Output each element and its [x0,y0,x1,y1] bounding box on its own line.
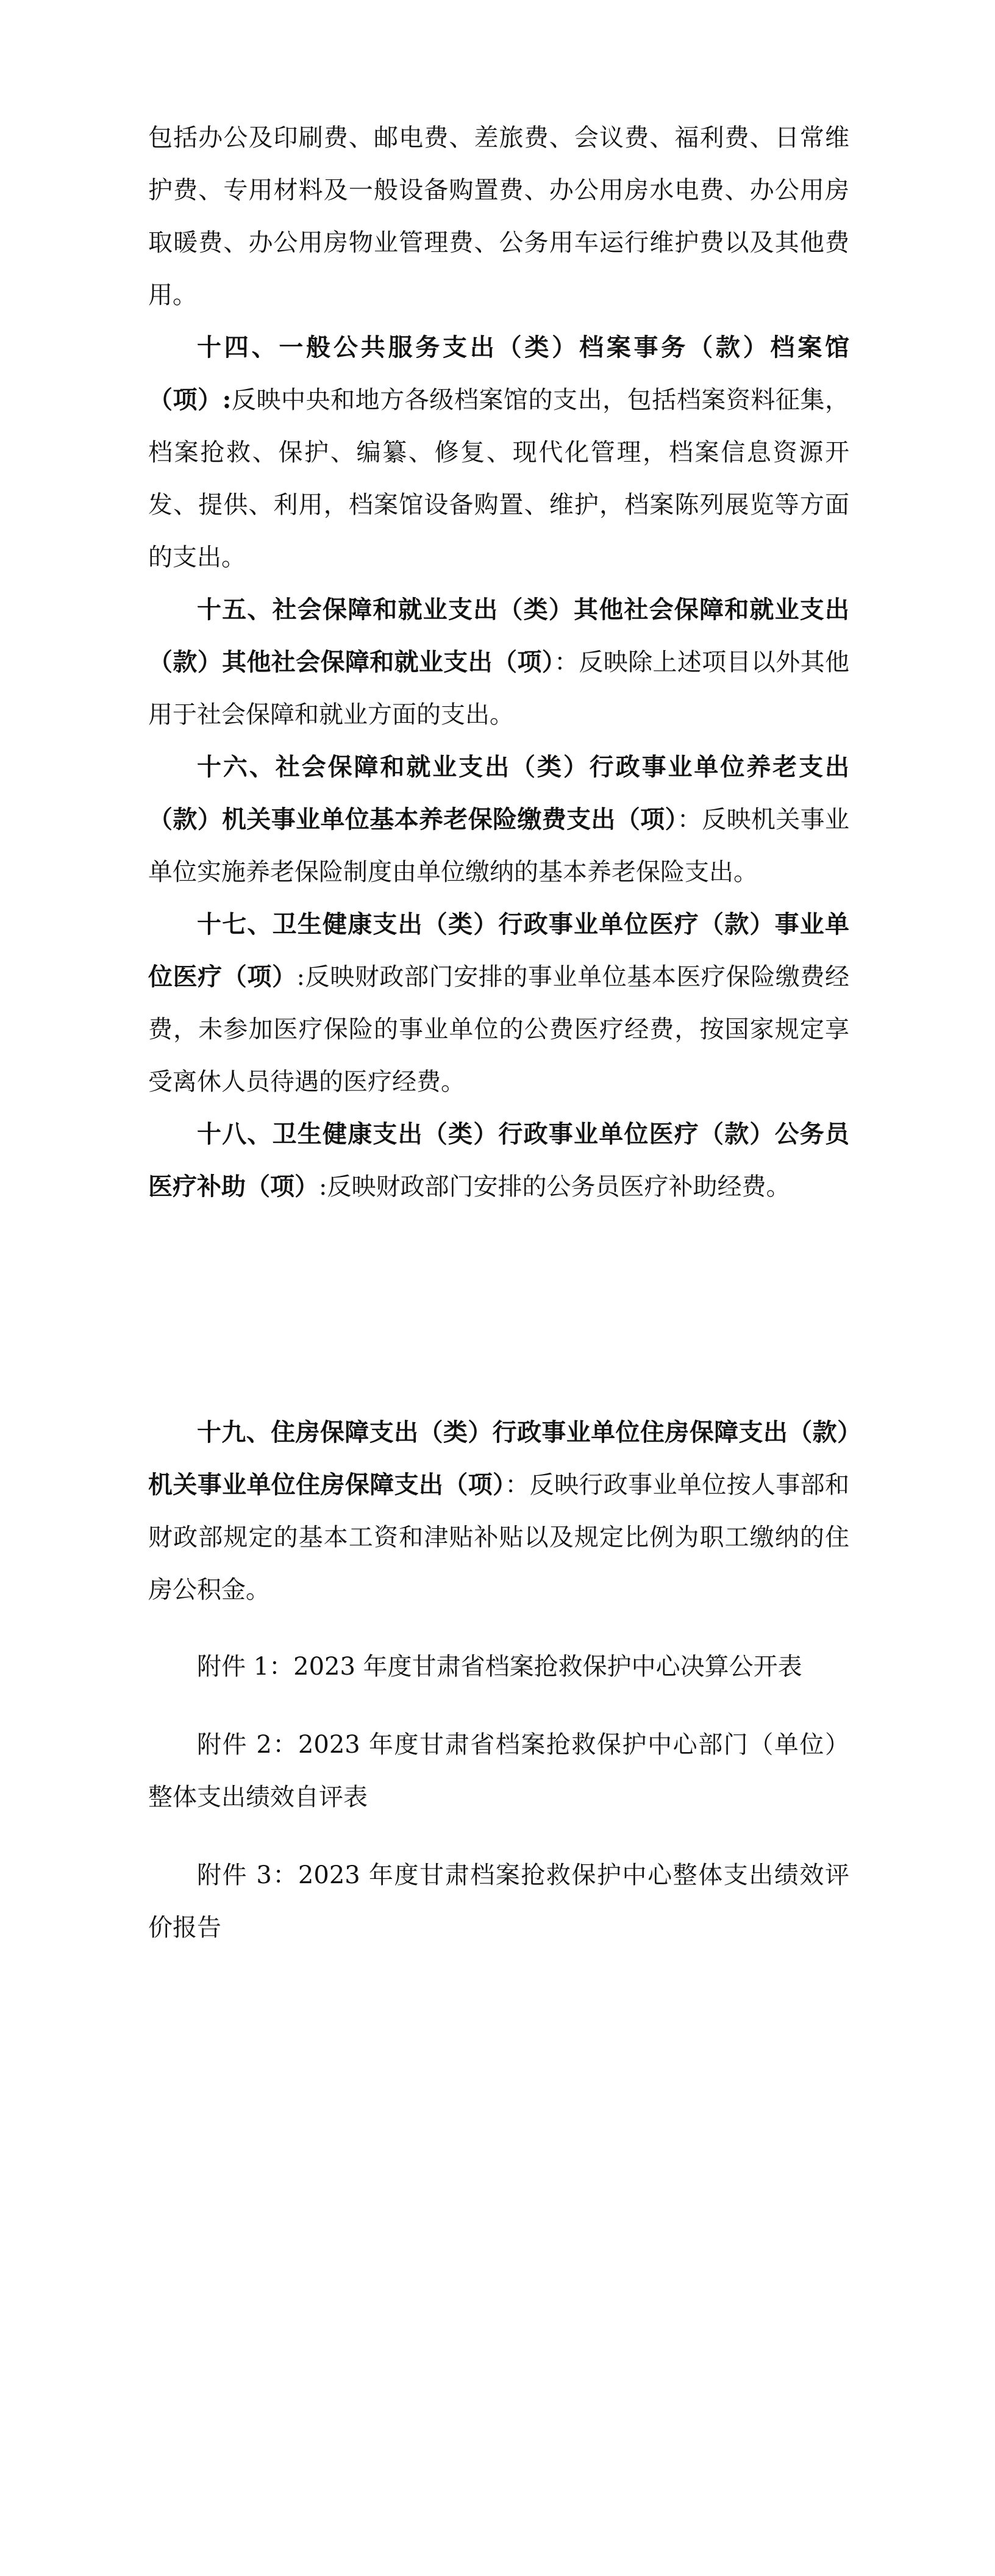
paragraph-heading: 十六、社会保障和就业支出（类）行政事业单位养老支出（款）机关事业单位基本养老保险缴费支出（项） [148,753,849,834]
paragraph-item-16 [148,741,849,898]
paragraph-body: ：反映机关事业单位实施养老保险制度由单位缴纳的基本养老保险支出。 [148,806,850,886]
paragraph-heading: 十四、一般公共服务支出（类）档案事务（款）档案馆（项）: [148,333,849,414]
paragraph-item-14 [148,321,849,584]
paragraph-body: 包括办公及印刷费、邮电费、差旅费、会议费、福利费、日常维护费、专用材料及一般设备购置费、办公用房水电费、办公用房取暖费、办公用房物业管理费、公务用车运行维护费以及其他费用。 [148,124,849,309]
paragraph-body: :反映财政部门安排的公务员医疗补助经费。 [319,1173,791,1201]
paragraph-item-19 [148,1406,849,1616]
paragraph-heading: 十五、社会保障和就业支出（类）其他社会保障和就业支出（款）其他社会保障和就业支出（项） [148,595,849,676]
paragraph-item-17 [148,898,849,1108]
paragraph-body: ：反映行政事业单位按人事部和财政部规定的基本工资和津贴补贴以及规定比例为职工缴纳的住房公积金。 [148,1471,850,1604]
attachment-1: 附件 1：2023 年度甘肃省档案抢救保护中心决算公开表 [197,1653,802,1681]
paragraph-heading: 十七、卫生健康支出（类）行政事业单位医疗（款）事业单位医疗（项） [148,910,849,991]
paragraph-heading: 十九、住房保障支出（类）行政事业单位住房保障支出（款）机关事业单位住房保障支出（项） [148,1418,849,1499]
text-block-top [148,112,849,1213]
paragraph-continuation [148,112,849,321]
paragraph-body: ：反映除上述项目以外其他用于社会保障和就业方面的支出。 [148,648,850,729]
paragraph-body: 反映中央和地方各级档案馆的支出，包括档案资料征集，档案抢救、保护、编纂、修复、现代化管理，档案信息资源开发、提供、利用，档案馆设备购置、维护，档案陈列展览等方面的支出。 [148,386,850,571]
attachment-2: 附件 2：2023 年度甘肃省档案抢救保护中心部门（单位）整体支出绩效自评表 [148,1731,849,1811]
paragraph-body: :反映财政部门安排的事业单位基本医疗保险缴费经费，未参加医疗保险的事业单位的公费医疗经费，按国家规定享受离休人员待遇的医疗经费。 [148,963,849,1096]
text-block-bottom [148,1406,849,1954]
spacer [148,1616,849,1640]
attachment-3: 附件 3：2023 年度甘肃档案抢救保护中心整体支出绩效评价报告 [148,1861,849,1942]
paragraph-heading: 十八、卫生健康支出（类）行政事业单位医疗（款）公务员医疗补助（项） [148,1120,849,1201]
paragraph-item-15 [148,584,849,741]
paragraph-item-18 [148,1108,849,1213]
